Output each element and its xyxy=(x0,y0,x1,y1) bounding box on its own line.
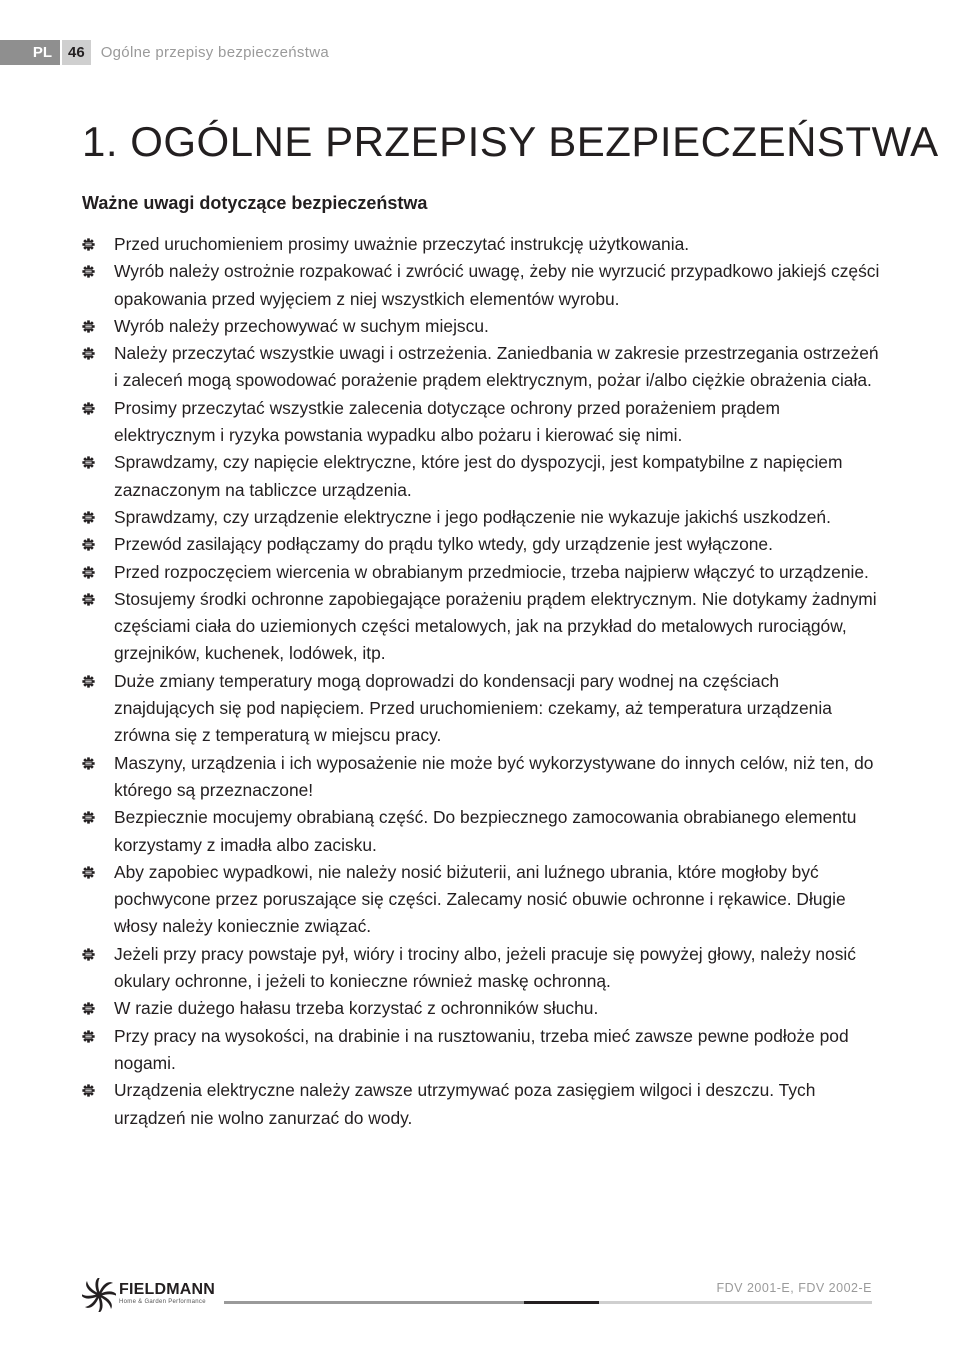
list-item-text: Należy przeczytać wszystkie uwagi i ostrzeżenia. Zaniedbania w zakresie przestrzegania ostrzeżeń i zaleceń mogą spowodować porażenie prądem elektrycznym, pożar i/albo ciężkie obrażenia ciała. xyxy=(114,343,879,391)
gear-bullet-icon xyxy=(82,566,95,579)
brand-name: FIELDMANN xyxy=(119,1281,216,1298)
gear-bullet-icon xyxy=(82,757,95,770)
page-number: 46 xyxy=(62,40,91,65)
list-item xyxy=(82,668,882,750)
list-item-text: Sprawdzamy, czy urządzenie elektryczne i jego podłączenie nie wykazuje jakichś uszkodzeń. xyxy=(114,506,831,527)
list-item xyxy=(82,750,882,805)
page-title: 1. OGÓLNE PRZEPISY BEZPIECZEŃSTWA xyxy=(82,118,939,165)
list-item xyxy=(82,504,882,531)
header-section-title: Ogólne przepisy bezpieczeństwa xyxy=(100,44,329,61)
list-item-text: Wyrób należy ostrożnie rozpakować i zwrócić uwagę, żeby nie wyrzucić przypadkowo jakiejś części opakowania przed wyjęciem z niej wszystkich elementów wyrobu. xyxy=(114,261,880,309)
list-item-text: Jeżeli przy pracy powstaje pył, wióry i trociny albo, jeżeli pracuje się powyżej głowy, należy nosić okulary ochronne, i jeżeli to konieczne również maskę ochronną. xyxy=(114,943,856,992)
gear-bullet-icon xyxy=(82,1084,95,1097)
list-item-text: Sprawdzamy, czy napięcie elektryczne, które jest do dyspozycji, jest kompatybilne z napięciem zaznaczonym na tabliczce urządzenia. xyxy=(114,452,843,500)
page-header xyxy=(0,40,329,65)
list-item xyxy=(82,449,882,504)
list-item xyxy=(82,340,882,395)
list-item-text: Stosujemy środki ochronne zapobiegające porażeniu prądem elektrycznym. Nie dotykamy żadnymi częściami ciała do uziemionych części metalowych, jak na przykład do metalowych rurociągów, grzejników, kuchenek, lodówek, itp. xyxy=(114,588,877,664)
gear-bullet-icon xyxy=(82,511,95,524)
list-item xyxy=(82,941,882,996)
list-item xyxy=(82,313,882,340)
gear-bullet-icon xyxy=(82,866,95,879)
gear-bullet-icon xyxy=(82,320,95,333)
fan-logo-icon xyxy=(82,1278,116,1312)
gear-bullet-icon xyxy=(82,456,95,469)
gear-bullet-icon xyxy=(82,538,95,551)
list-item-text: Maszyny, urządzenia i ich wyposażenie nie może być wykorzystywane do innych celów, niż ten, do którego są przeznaczone! xyxy=(114,752,874,800)
list-item xyxy=(82,995,882,1022)
gear-bullet-icon xyxy=(82,1002,95,1015)
list-item xyxy=(82,859,882,941)
gear-bullet-icon xyxy=(82,1030,95,1043)
gear-bullet-icon xyxy=(82,811,95,824)
list-item xyxy=(82,531,882,558)
list-item-text: Wyrób należy przechowywać w suchym miejscu. xyxy=(114,315,489,336)
section-subtitle: Ważne uwagi dotyczące bezpieczeństwa xyxy=(82,193,428,213)
gear-bullet-icon xyxy=(82,593,95,606)
list-item-text: Prosimy przeczytać wszystkie zalecenia dotyczące ochrony przed porażeniem prądem elektrycznym i ryzyka powstania wypadku albo pożaru i kierować się nimi. xyxy=(114,397,780,446)
footer-divider xyxy=(224,1301,872,1304)
list-item-text: Urządzenia elektryczne należy zawsze utrzymywać poza zasięgiem wilgoci i deszczu. Tych urządzeń nie wolno zanurzać do wody. xyxy=(114,1080,816,1128)
list-item-text: Przed uruchomieniem prosimy uważnie przeczytać instrukcję użytkowania. xyxy=(114,234,690,254)
list-item xyxy=(82,804,882,859)
list-item-text: W razie dużego hałasu trzeba korzystać z ochronników słuchu. xyxy=(114,998,599,1019)
brand-tagline: Home & Garden Performance xyxy=(119,1299,206,1305)
list-item xyxy=(82,1023,882,1078)
list-item-text: Przewód zasilający podłączamy do prądu tylko wtedy, gdy urządzenie jest wyłączone. xyxy=(114,534,773,555)
language-tag: PL xyxy=(0,40,60,65)
gear-bullet-icon xyxy=(82,948,95,961)
list-item xyxy=(82,559,882,586)
brand-logo xyxy=(82,1278,215,1312)
gear-bullet-icon xyxy=(82,238,95,251)
list-item-text: Przy pracy na wysokości, na drabinie i na rusztowaniu, trzeba mieć zawsze pewne podłoże pod nogami. xyxy=(114,1025,849,1073)
list-item xyxy=(82,1077,882,1132)
list-item-text: Aby zapobiec wypadkowi, nie należy nosić biżuterii, ani luźnego ubrania, które mogłoby być pochwycone przez poruszające się części. Zalecamy nosić obuwie ochronne i rękawice. Długie włosy należy koniecznie związać. xyxy=(114,861,846,937)
list-item-text: Bezpiecznie mocujemy obrabianą część. Do bezpiecznego zamocowania obrabianego elementu korzystamy z imadła albo zacisku. xyxy=(114,807,857,855)
safety-rules-list xyxy=(82,231,882,1132)
gear-bullet-icon xyxy=(82,265,95,278)
gear-bullet-icon xyxy=(82,675,95,688)
list-item xyxy=(82,258,882,313)
list-item-text: Przed rozpoczęciem wiercenia w obrabianym przedmiocie, trzeba najpierw włączyć to urządzenie. xyxy=(114,561,869,582)
list-item-text: Duże zmiany temperatury mogą doprowadzi do kondensacji pary wodnej na częściach znajdujących się pod napięciem. Przed uruchomieniem: czekamy, aż temperatura urządzenia zrówna się z temperaturą w miejscu pracy. xyxy=(114,670,832,746)
gear-bullet-icon xyxy=(82,402,95,415)
list-item xyxy=(82,395,882,450)
gear-bullet-icon xyxy=(82,347,95,360)
list-item xyxy=(82,586,882,668)
list-item xyxy=(82,231,882,258)
model-number: FDV 2001-E, FDV 2002-E xyxy=(716,1281,872,1295)
